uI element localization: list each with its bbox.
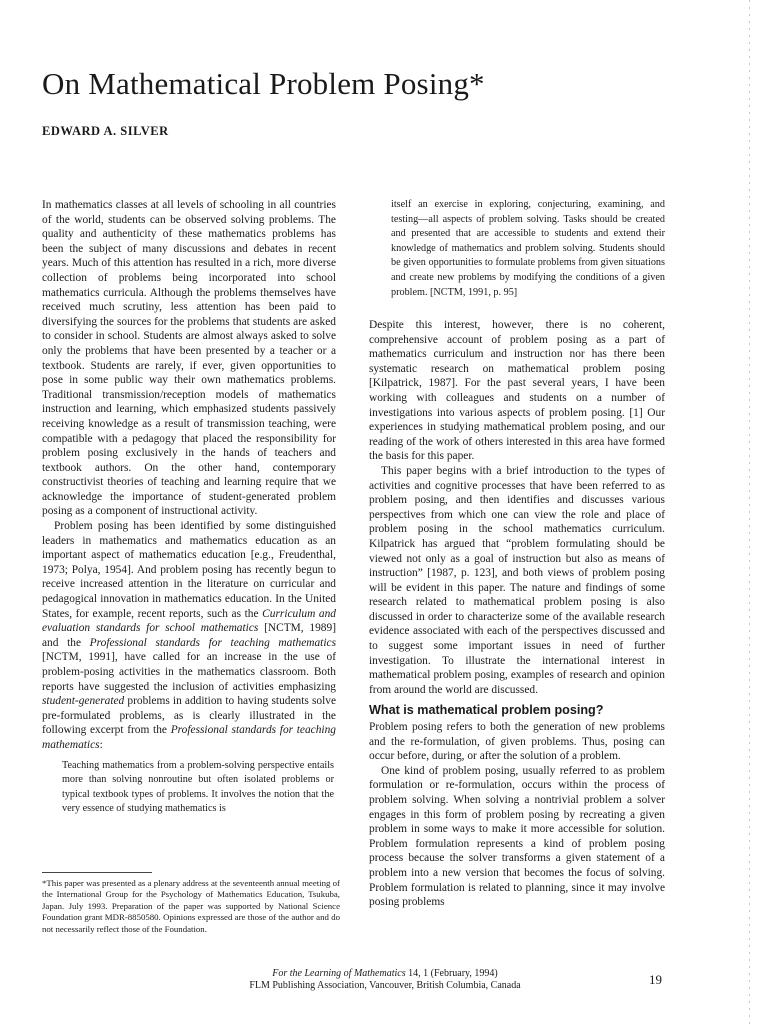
right-column <box>369 318 665 910</box>
article-author: EDWARD A. SILVER <box>42 124 169 138</box>
section-heading: What is mathematical problem posing? <box>369 703 604 718</box>
paragraph-text: [NCTM, 1989] and the <box>42 622 336 649</box>
paragraph-text: Problem posing has been identified by some distinguished leaders in mathematics and mathematics education as an important aspect of mathematics education [e.g., Freudenthal, 1973; Polya, 1954]. And problem posing has recently begun to receive increased attention in the literature on curricular and pedagogical innovation in mathematics education. In the United States, for example, recent reports, such as the <box>42 520 336 620</box>
block-quote-start: Teaching mathematics from a problem-solving perspective entails more than solving nonroutine but often isolated problems or typical textbook types of problems. It involves the notion that the very essence of studying mathematics is <box>62 759 334 815</box>
citation-italic: Curriculum and evaluation standards for school mathematics <box>42 607 337 635</box>
journal-citation <box>150 968 620 980</box>
paragraph-problem-posing <box>42 519 336 753</box>
page-number: 19 <box>649 972 662 987</box>
citation-italic: Professional standards for teaching mathematics <box>42 724 336 751</box>
paragraph-text: [NCTM, 1991], have called for an increase in the use of problem-posing activities in the mathematics classroom. Both reports have suggested the inclusion of activities emphasizing <box>42 651 336 693</box>
block-quote-continued: itself an exercise in exploring, conjecturing, examining, and testing—all aspects of problem solving. Tasks should be created and presented that are accessible to students and extend their knowledge of mathematics and problem solving. Students should be given opportunities to formulate problems from given situations and create new problems by modifying the conditions of a given problem. [NCTM, 1991, p. 95] <box>391 199 665 298</box>
citation-italic: Professional standards for teaching mathematics <box>89 636 336 649</box>
paragraph-intro: In mathematics classes at all levels of schooling in all countries of the world, students can be observed solving problems. The quality and authenticity of these mathematics problems has been the subject of many discussions and debates in recent years. Much of this attention has resulted in a rich, more diverse collection of problems being incorporated into school mathematics curricula. Although the problems themselves have received much scrutiny, less attention has been paid to diversifying the sources for the problems that students are asked to consider in school. Students are almost always asked to solve only the problems that have been presented by a teacher or a textbook. Students are rarely, if ever, given opportunities to pose in some public way their own mathematics problems. Traditional transmission/reception models of mathematics instruction and learning, which emphasized students passively receiving knowledge as a result of transmission teaching, were compatible with a pedagogy that placed the responsibility for problem posing exclusively in the hands of teachers and textbook authors. On the other hand, contemporary constructivist theories of teaching and learning require that we acknowledge the importance of student-generated problem posing as a component of instructional activity. <box>42 199 336 518</box>
paragraph-formulation: One kind of problem posing, usually referred to as problem formulation or re-formulation, occurs within the process of problem solving. When solving a nontrivial problem a solver engages in this form of problem posing by recreating a given problem in some ways to make it more accessible for solution. Problem formulation represents a kind of problem posing process because the solver transforms a given statement of a problem into a new version that becomes the focus of solving. Problem formulation is related to planning, since it may involve posing problems <box>369 764 665 909</box>
journal-issue: 14, 1 (February, 1994) <box>405 968 498 979</box>
paragraph-despite: Despite this interest, however, there is no coherent, comprehensive account of problem posing as a part of mathematics curriculum and instruction nor has there been systematic research on mathematical problem posing [Kilpatrick, 1987]. For the past several years, I have been working with colleagues and students on a number of investigations into various aspects of problem posing. [1] Our experiences in studying mathematical problem posing, and our reading of the work of others interested in this area have formed the basis for this paper. <box>369 319 665 463</box>
emphasis-italic: student-generated <box>42 695 125 708</box>
paragraph-text: problems in addition to having students solve pre-formulated problems, as is clearly illustrated in the following excerpt from the <box>42 695 336 737</box>
article-title: On Mathematical Problem Posing* <box>42 66 485 101</box>
left-column <box>42 198 336 817</box>
journal-name: For the Learning of Mathematics <box>272 968 406 979</box>
page-edge-scan-mark <box>749 0 750 1024</box>
paragraph-overview: This paper begins with a brief introduction to the types of activities and cognitive processes that have been referred to as problem posing, and then identifies and discusses various perspectives from which one can view the role and place of problem posing in the school mathematics curriculum. Kilpatrick has argued that “problem formulating should be viewed not only as a goal of instruction but also as means of instruction” [1987, p. 123], and both views of problem posing will be evident in this paper. The nature and findings of some research related to mathematical problem posing is also discussed in order to characterize some of the available research evidence associated with each of the perspectives discussed and to suggest some important issues in need of further investigation. To illustrate the international interest in mathematical problem posing, examples of research and opinion from around the world are discussed. <box>369 464 665 696</box>
footnote: *This paper was presented as a plenary address at the seventeenth annual meeting of the International Group for the Psychology of Mathematics Education, Tsukuba, Japan. July 1993. Preparation of the paper was supported by National Science Foundation grant MDR-8850580. Opinions expressed are those of the author and do not necessarily reflect those of the Foundation. <box>42 878 340 934</box>
page-footer <box>150 968 620 992</box>
publisher-line: FLM Publishing Association, Vancouver, British Columbia, Canada <box>249 980 521 991</box>
footnote-divider <box>42 872 152 873</box>
paragraph-text: : <box>99 738 103 751</box>
paragraph-definition: Problem posing refers to both the generation of new problems and the re-formulation, of given problems. Thus, posing can occur before, during, or after the solution of a problem. <box>369 721 665 763</box>
